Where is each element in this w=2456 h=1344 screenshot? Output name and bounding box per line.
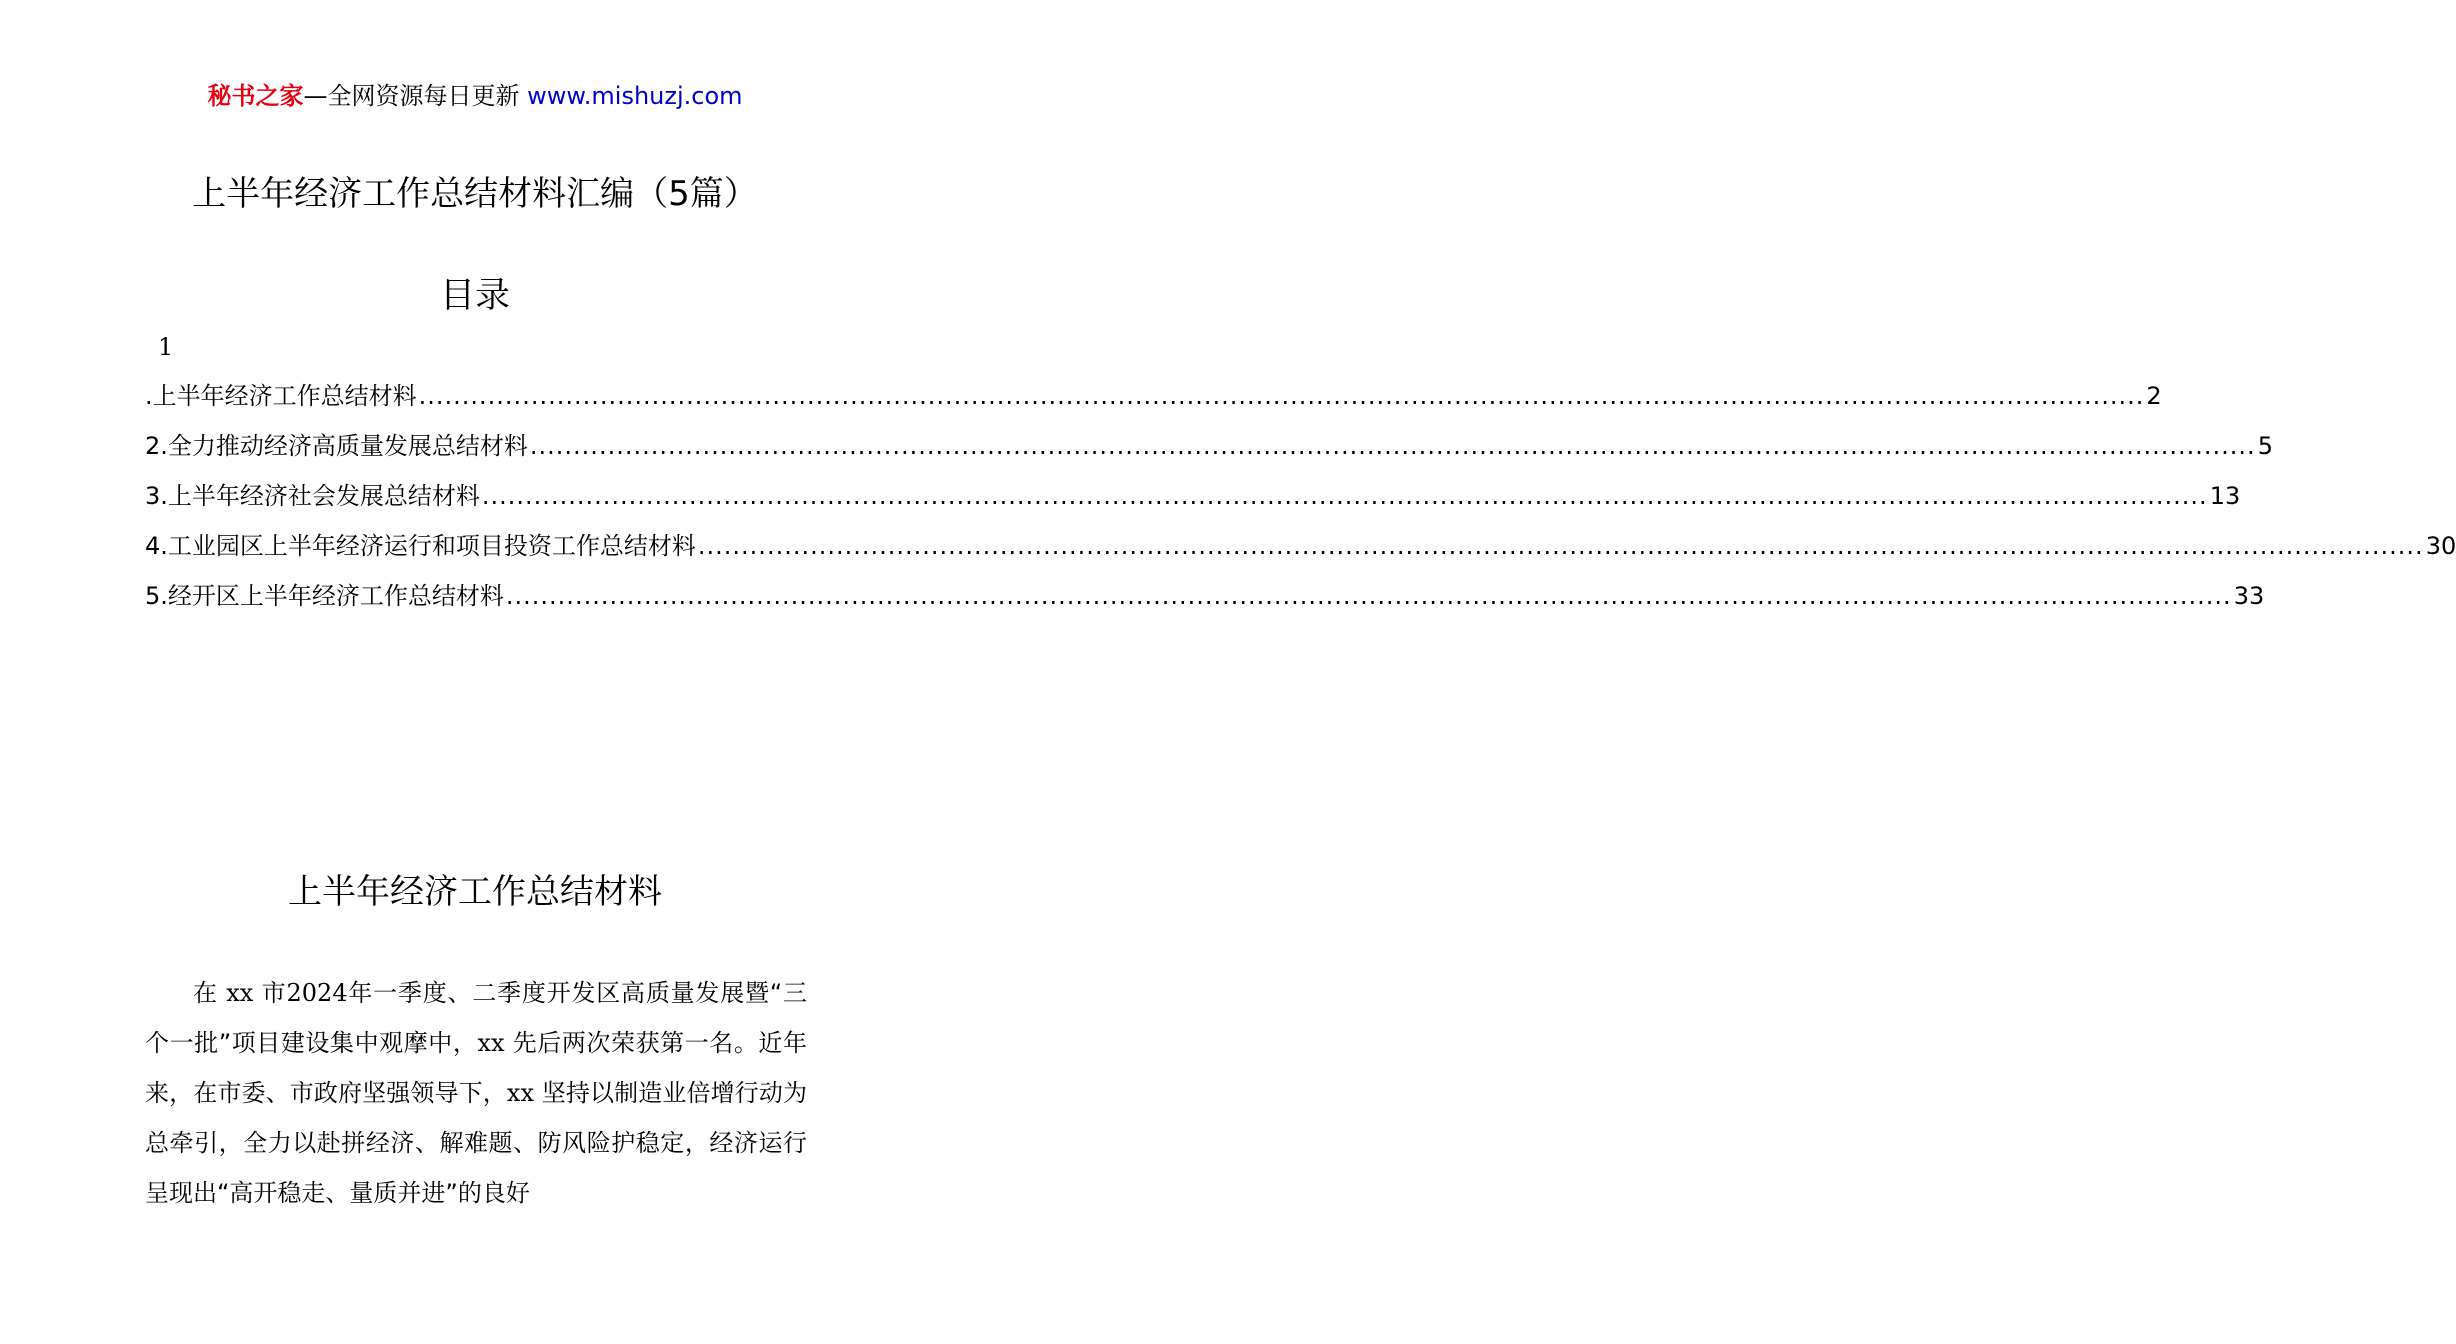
toc-entry-page: 33 xyxy=(2233,582,2265,610)
toc-dot-leader: ........................................................................................................................................................................................................ xyxy=(481,482,2208,510)
toc-entry-page: 30 xyxy=(2425,532,2456,560)
toc-entry-label: 5.经开区上半年经济工作总结材料 xyxy=(145,582,504,610)
toc-entry[interactable] xyxy=(145,478,2241,528)
toc-entry-label: 4.工业园区上半年经济运行和项目投资工作总结材料 xyxy=(145,532,696,560)
paragraph-text: 在 xyxy=(193,979,218,1007)
paragraph-text: 坚持以制造业倍增行动为总牵引，全力以赴拼经济、解难题、防风险护稳定，经济运行呈现出“高开稳走、量质并进”的良好 xyxy=(145,1079,808,1207)
site-url-link[interactable]: www.mishuzj.com xyxy=(527,82,743,110)
site-header xyxy=(0,80,950,112)
toc-entry[interactable] xyxy=(145,428,2273,478)
table-of-contents xyxy=(145,378,2456,628)
brand-name: 秘书之家 xyxy=(207,82,304,110)
toc-entry-label: .上半年经济工作总结材料 xyxy=(145,382,417,410)
toc-entry-label: 2.全力推动经济高质量发展总结材料 xyxy=(145,432,528,460)
toc-heading: 目录 xyxy=(439,276,510,316)
toc-dot-leader: ........................................................................................................................................................................................................ xyxy=(697,532,2424,560)
section-title: 上半年经济工作总结材料 xyxy=(288,872,662,912)
toc-entry-page: 5 xyxy=(2257,432,2273,460)
toc-dot-leader: ........................................................................................................................................................................................................ xyxy=(529,432,2256,460)
toc-entry[interactable] xyxy=(145,528,2456,578)
paragraph-text: xx xyxy=(226,979,254,1007)
paragraph-text: 2024 xyxy=(286,979,348,1007)
toc-entry-page: 2 xyxy=(2146,382,2162,410)
paragraph-text: xx xyxy=(506,1079,534,1107)
toc-stray-number: 1 xyxy=(158,333,174,361)
header-tagline: —全网资源每日更新 xyxy=(303,82,528,110)
body-paragraph xyxy=(145,968,807,1218)
toc-dot-leader: ........................................................................................................................................................................................................ xyxy=(418,382,2145,410)
paragraph-text: 市 xyxy=(261,979,287,1007)
paragraph-text: 年一季度、二季度开发区高质量发展暨“三个一批”项目建设集中观摩中， xyxy=(145,979,807,1057)
document-title: 上半年经济工作总结材料汇编（5篇） xyxy=(192,174,758,214)
toc-entry[interactable] xyxy=(145,378,2162,428)
paragraph-text: xx xyxy=(477,1029,505,1057)
toc-dot-leader: ........................................................................................................................................................................................................ xyxy=(505,582,2232,610)
paragraph-text: 先后两次荣获第一名。近年来，在市委、市政府坚强领导下， xyxy=(145,1029,807,1107)
toc-entry-page: 13 xyxy=(2209,482,2241,510)
toc-entry[interactable] xyxy=(145,578,2265,628)
toc-entry-label: 3.上半年经济社会发展总结材料 xyxy=(145,482,480,510)
